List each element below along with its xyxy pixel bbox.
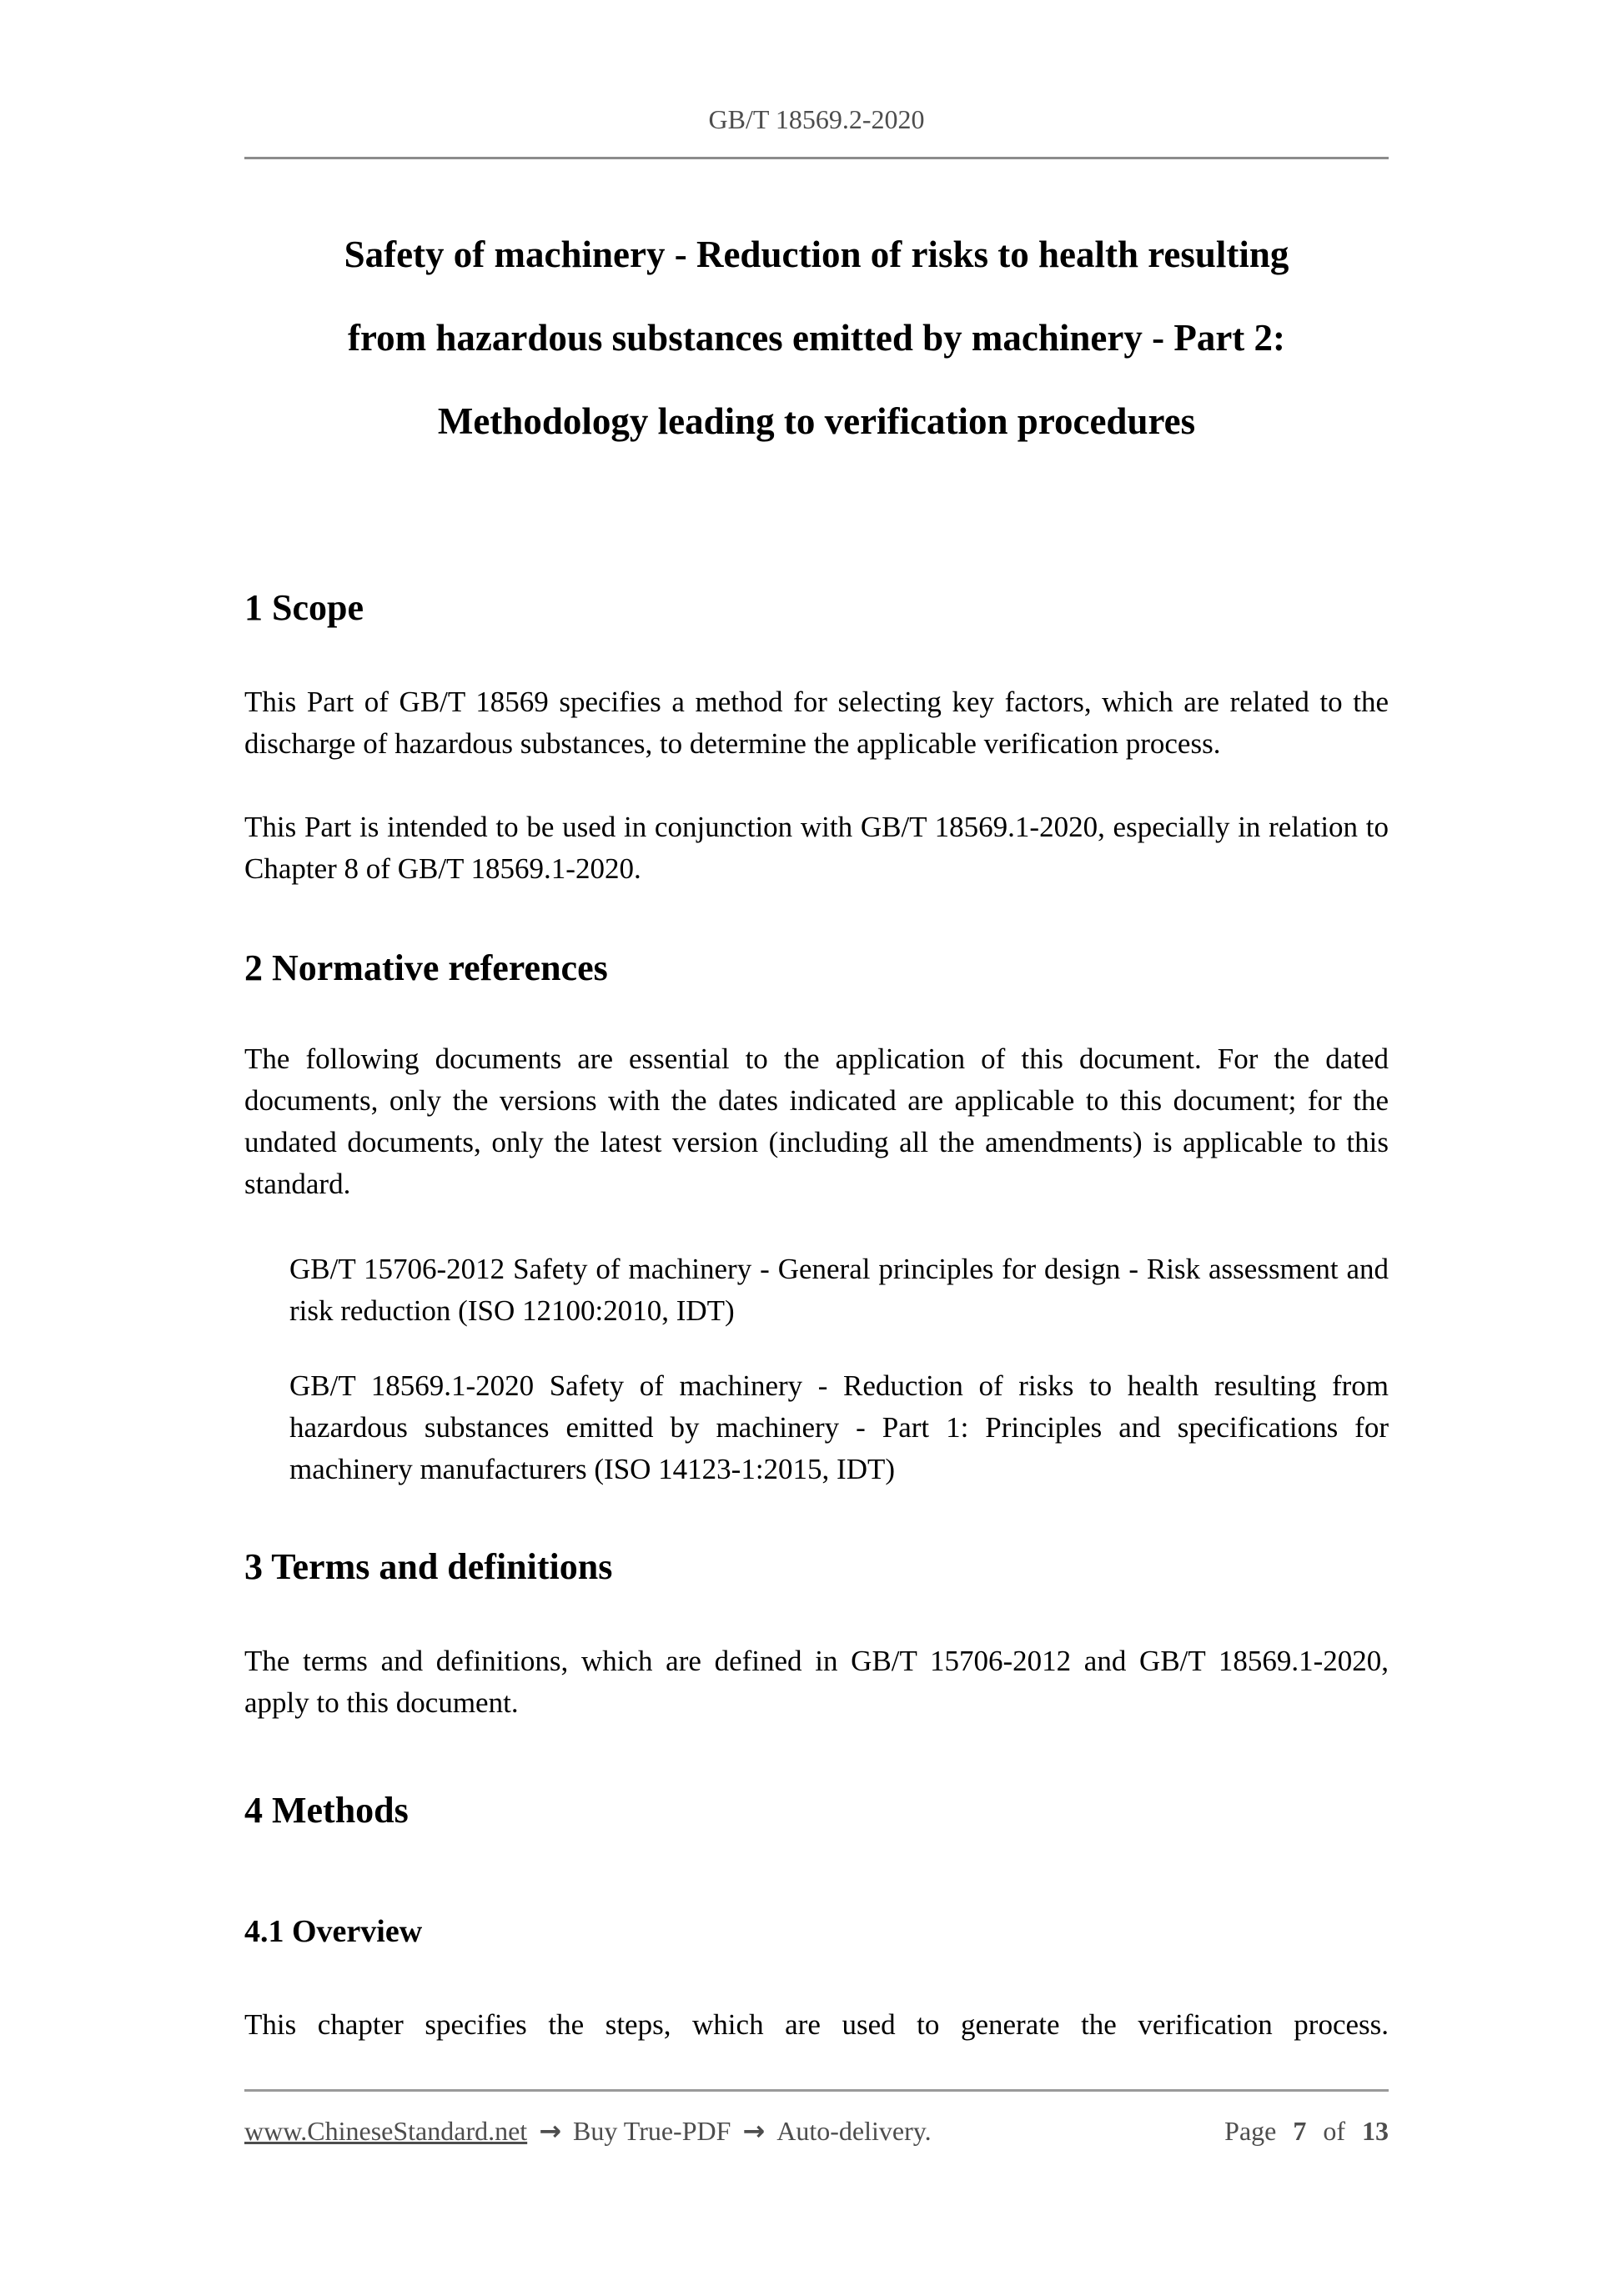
section-heading-normative-references: 2 Normative references xyxy=(244,947,608,988)
section-heading-terms-definitions: 3 Terms and definitions xyxy=(244,1546,613,1587)
footer-website-link[interactable]: www.ChineseStandard.net xyxy=(244,2116,528,2146)
paragraph-normative-intro: The following documents are essential to the application of this document. For the dated documents, only the versions with the dates indicated are applicable to this document; for the undated documents, only the latest version (including all the amendments) is applicable to this standard. xyxy=(244,1042,1389,1200)
paragraph-overview: This chapter specifies the steps, which are used to generate the verification process. xyxy=(244,2008,1389,2041)
header-divider xyxy=(244,157,1389,159)
paragraph-scope-2: This Part is intended to be used in conjunction with GB/T 18569.1-2020, especially in relation to Chapter 8 of GB/T 18569.1-2020. xyxy=(244,811,1389,885)
paragraph-terms: The terms and definitions, which are defined in GB/T 15706-2012 and GB/T 18569.1-2020, apply to this document. xyxy=(244,1645,1389,1719)
footer-page-label: Page xyxy=(1224,2116,1277,2146)
document-title-line-2: from hazardous substances emitted by machinery - Part 2: xyxy=(347,317,1286,359)
footer-page-current: 7 xyxy=(1293,2116,1307,2146)
reference-item-1: GB/T 15706-2012 Safety of machinery - General principles for design - Risk assessment and risk reduction (ISO 12100:2010, IDT) xyxy=(289,1253,1389,1327)
footer-page-indicator xyxy=(1214,2113,1389,2148)
paragraph-scope-1: This Part of GB/T 18569 specifies a method for selecting key factors, which are related to the discharge of hazardous substances, to determine the applicable verification process. xyxy=(244,686,1389,760)
document-title-line-1: Safety of machinery - Reduction of risks to health resulting xyxy=(344,234,1289,275)
reference-item-2: GB/T 18569.1-2020 Safety of machinery - Reduction of risks to health resulting from hazardous substances emitted by machinery - Part 1: Principles and specifications for machinery manufacturers (ISO 14123-1:2015, IDT) xyxy=(289,1369,1389,1485)
page-header-doc-number: GB/T 18569.2-2020 xyxy=(708,104,925,134)
right-arrow-icon: → xyxy=(539,2115,561,2147)
document-title-line-3: Methodology leading to verification procedures xyxy=(437,400,1196,442)
section-heading-scope: 1 Scope xyxy=(244,587,364,628)
right-arrow-icon: → xyxy=(742,2115,766,2147)
footer-delivery-label: Auto-delivery. xyxy=(776,2116,932,2146)
page-footer xyxy=(244,2113,1389,2148)
footer-divider xyxy=(244,2089,1389,2092)
footer-left xyxy=(244,2113,932,2148)
subsection-heading-overview: 4.1 Overview xyxy=(244,1914,423,1949)
footer-page-total: 13 xyxy=(1362,2116,1389,2146)
footer-buy-label: Buy True-PDF xyxy=(573,2116,731,2146)
document-title xyxy=(244,213,1389,463)
footer-of-label: of xyxy=(1323,2116,1345,2146)
section-heading-methods: 4 Methods xyxy=(244,1790,409,1831)
